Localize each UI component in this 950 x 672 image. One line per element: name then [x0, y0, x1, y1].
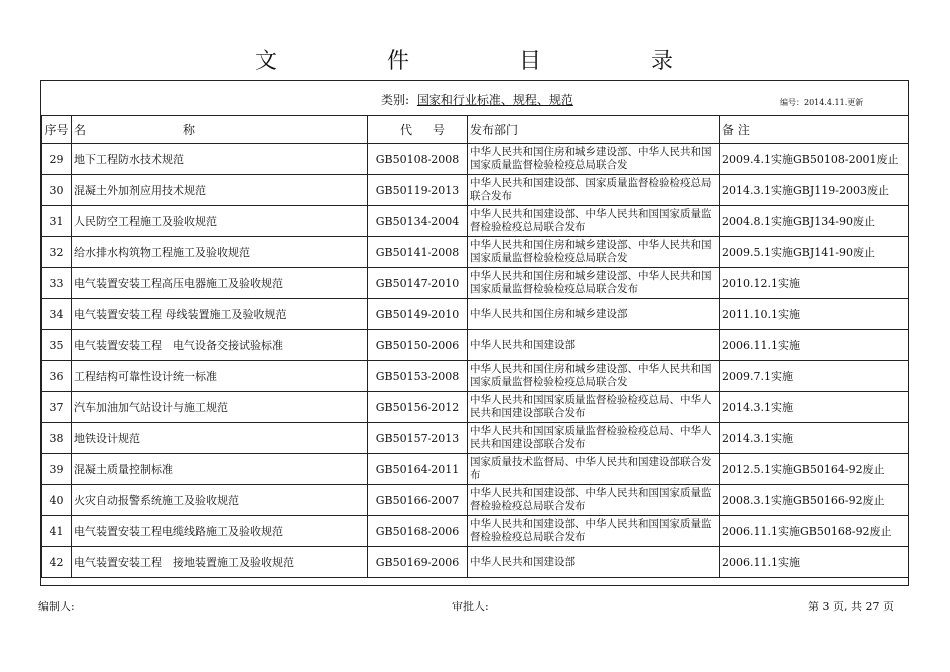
cell-seq: 42 — [42, 547, 72, 578]
cell-seq: 38 — [42, 423, 72, 454]
cell-seq: 34 — [42, 299, 72, 330]
cell-seq: 29 — [42, 144, 72, 175]
cell-name: 混凝土质量控制标准 — [72, 454, 368, 485]
cell-name: 地铁设计规范 — [72, 423, 368, 454]
cell-org: 中华人民共和国住房和城乡建设部、中华人民共和国国家质量监督检验检疫总局联合发 — [468, 361, 720, 392]
cell-org: 中华人民共和国住房和城乡建设部、中华人民共和国国家质量监督检验检疫总局联合发布 — [468, 268, 720, 299]
cell-code: GB50153-2008 — [368, 361, 468, 392]
header-note: 备 注 — [720, 116, 909, 144]
cell-note: 2009.5.1实施GBJ141-90废止 — [720, 237, 909, 268]
approver-label: 审批人: — [452, 600, 489, 613]
cell-org: 中华人民共和国国家质量监督检验检疫总局、中华人民共和国建设部联合发布 — [468, 392, 720, 423]
cell-seq: 32 — [42, 237, 72, 268]
cell-note: 2004.8.1实施GBJ134-90废止 — [720, 206, 909, 237]
cell-org: 中华人民共和国国家质量监督检验检疫总局、中华人民共和国建设部联合发布 — [468, 423, 720, 454]
cell-code: GB50147-2010 — [368, 268, 468, 299]
cell-code: GB50134-2004 — [368, 206, 468, 237]
table-row — [42, 175, 909, 206]
cell-code: GB50149-2010 — [368, 299, 468, 330]
table-row — [42, 299, 909, 330]
table-header-row — [42, 116, 909, 144]
cell-name: 汽车加油加气站设计与施工规范 — [72, 392, 368, 423]
cell-seq: 36 — [42, 361, 72, 392]
table-row — [42, 485, 909, 516]
cell-seq: 33 — [42, 268, 72, 299]
cell-org: 中华人民共和国建设部 — [468, 330, 720, 361]
cell-seq: 40 — [42, 485, 72, 516]
cell-name: 人民防空工程施工及验收规范 — [72, 206, 368, 237]
cell-code: GB50119-2013 — [368, 175, 468, 206]
cell-org: 中华人民共和国住房和城乡建设部 — [468, 299, 720, 330]
cell-code: GB50169-2006 — [368, 547, 468, 578]
document-title: 文 件 目 录 — [254, 49, 717, 74]
cell-code: GB50156-2012 — [368, 392, 468, 423]
header-code — [368, 116, 468, 144]
cell-code: GB50108-2008 — [368, 144, 468, 175]
cell-org: 中华人民共和国建设部、国家质量监督检验检疫总局联合发布 — [468, 175, 720, 206]
cell-name: 电气装置安装工程 母线装置施工及验收规范 — [72, 299, 368, 330]
cell-note: 2009.4.1实施GB50108-2001废止 — [720, 144, 909, 175]
page-indicator: 第 3 页, 共 27 页 — [808, 600, 894, 613]
cell-note: 2012.5.1实施GB50164-92废止 — [720, 454, 909, 485]
catalog-table — [41, 115, 909, 578]
cell-note: 2008.3.1实施GB50166-92废止 — [720, 485, 909, 516]
cell-name: 混凝土外加剂应用技术规范 — [72, 175, 368, 206]
cell-note: 2006.11.1实施GB50168-92废止 — [720, 516, 909, 547]
cell-code: GB50166-2007 — [368, 485, 468, 516]
cell-seq: 41 — [42, 516, 72, 547]
edition-note: 编号：2014.4.11.更新 — [780, 98, 864, 107]
table-row — [42, 361, 909, 392]
header-seq: 序号 — [42, 116, 72, 144]
header-code-a: 代 — [400, 123, 413, 137]
cell-seq: 35 — [42, 330, 72, 361]
cell-name: 地下工程防水技术规范 — [72, 144, 368, 175]
cell-seq: 37 — [42, 392, 72, 423]
cell-name: 电气装置安装工程 电气设备交接试验标准 — [72, 330, 368, 361]
cell-name: 给水排水构筑物工程施工及验收规范 — [72, 237, 368, 268]
cell-seq: 31 — [42, 206, 72, 237]
table-row — [42, 516, 909, 547]
cell-name: 火灾自动报警系统施工及验收规范 — [72, 485, 368, 516]
table-row — [42, 268, 909, 299]
cell-code: GB50164-2011 — [368, 454, 468, 485]
cell-name: 电气装置安装工程 接地装置施工及验收规范 — [72, 547, 368, 578]
category-label: 类别: — [381, 93, 410, 107]
cell-code: GB50141-2008 — [368, 237, 468, 268]
header-name — [72, 116, 368, 144]
table-row — [42, 392, 909, 423]
table-row — [42, 144, 909, 175]
cell-note: 2011.10.1实施 — [720, 299, 909, 330]
header-name-a: 名 — [74, 123, 87, 137]
cell-org: 中华人民共和国住房和城乡建设部、中华人民共和国国家质量监督检验检疫总局联合发 — [468, 237, 720, 268]
table-row — [42, 423, 909, 454]
cell-seq: 39 — [42, 454, 72, 485]
category-row — [41, 81, 908, 116]
cell-org: 中华人民共和国建设部 — [468, 547, 720, 578]
compiler-label: 编制人: — [38, 600, 75, 613]
header-code-b: 号 — [432, 123, 445, 137]
cell-code: GB50157-2013 — [368, 423, 468, 454]
table-row — [42, 454, 909, 485]
cell-name: 电气装置安装工程高压电器施工及验收规范 — [72, 268, 368, 299]
table-row — [42, 547, 909, 578]
catalog-table-frame — [40, 80, 909, 586]
cell-org: 国家质量技术监督局、中华人民共和国建设部联合发布 — [468, 454, 720, 485]
cell-note: 2014.3.1实施 — [720, 423, 909, 454]
cell-code: GB50168-2006 — [368, 516, 468, 547]
cell-name: 工程结构可靠性设计统一标准 — [72, 361, 368, 392]
cell-note: 2006.11.1实施 — [720, 547, 909, 578]
cell-note: 2006.11.1实施 — [720, 330, 909, 361]
header-org: 发布部门 — [468, 116, 720, 144]
table-row — [42, 330, 909, 361]
cell-seq: 30 — [42, 175, 72, 206]
cell-note: 2010.12.1实施 — [720, 268, 909, 299]
cell-org: 中华人民共和国建设部、中华人民共和国国家质量监督检验检疫总局联合发布 — [468, 206, 720, 237]
cell-note: 2014.3.1实施 — [720, 392, 909, 423]
cell-note: 2014.3.1实施GBJ119-2003废止 — [720, 175, 909, 206]
category-value: 国家和行业标准、规程、规范 — [416, 93, 573, 107]
cell-org: 中华人民共和国建设部、中华人民共和国国家质量监督检验检疫总局联合发布 — [468, 485, 720, 516]
table-row — [42, 206, 909, 237]
cell-note: 2009.7.1实施 — [720, 361, 909, 392]
header-name-b: 称 — [182, 123, 195, 137]
category-field — [381, 91, 573, 108]
table-row — [42, 237, 909, 268]
cell-code: GB50150-2006 — [368, 330, 468, 361]
cell-org: 中华人民共和国建设部、中华人民共和国国家质量监督检验检疫总局联合发布 — [468, 516, 720, 547]
cell-name: 电气装置安装工程电缆线路施工及验收规范 — [72, 516, 368, 547]
cell-org: 中华人民共和国住房和城乡建设部、中华人民共和国国家质量监督检验检疫总局联合发 — [468, 144, 720, 175]
